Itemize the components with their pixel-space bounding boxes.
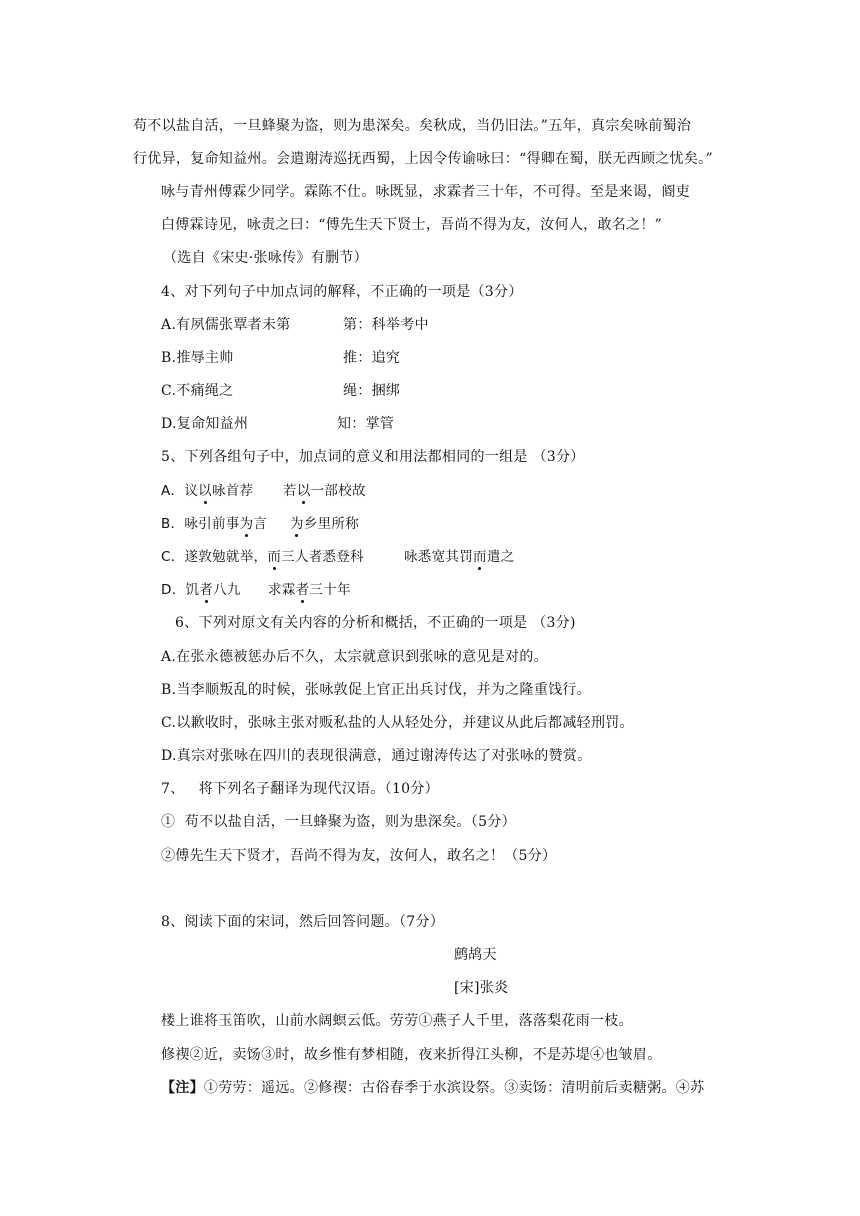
q4-option-c-gloss: 绳：捆绑: [343, 383, 401, 399]
q5-b-rest: 言: [253, 516, 268, 532]
poem-author: [宋]张炎: [454, 980, 509, 996]
poem-verse-1: 楼上谁将玉笛吹，山前水阔螟云低。劳劳①燕子人千里，落落梨花雨一枝。: [161, 1013, 633, 1029]
q5-c-second-rest: 遣之: [486, 549, 515, 565]
q5-d-second: [268, 581, 351, 599]
poem-notes-text: ①劳劳：遥远。②修禊：古俗春季于水滨设祭。③卖饧：清明前后卖糖粥。④苏: [203, 1080, 705, 1096]
q6-option-c: C.以歉收时，张咏主张对贩私盐的人从轻处分，并建议从此后都减轻刑罚。: [161, 715, 634, 731]
q4-option-d: [161, 415, 395, 433]
q5-b-dotted-word: 为: [239, 516, 254, 532]
q5-a-prefix: A．议: [161, 483, 199, 499]
q5-option-d: [161, 581, 351, 599]
passage-line-2: 行优异，复命知益州。会遣谢涛巡抚西蜀，上因令传谕咏曰：“得卿在蜀，朕无西顾之忧矣。”: [133, 151, 713, 167]
q4-option-c: [161, 382, 401, 400]
q4-option-a-label: A.有夙儒张覃者未第: [161, 317, 291, 333]
q6-option-a: A.在张永德被惩办后不久，太宗就意识到张咏的意见是对的。: [161, 649, 548, 665]
q4-option-c-label: C.不痛绳之: [161, 383, 234, 399]
q5-a-second-rest: 一部校故: [310, 483, 366, 499]
q5-option-b: [161, 515, 360, 533]
q5-a-second-dotted-word: 以: [296, 483, 311, 499]
q5-c-second-prefix: 咏悉宽其罚: [404, 549, 473, 565]
q5-b-second-rest: 乡里所称: [303, 516, 360, 532]
q5-d-second-prefix: 求霖: [268, 582, 296, 598]
q5-a-second-prefix: 若: [283, 483, 297, 499]
q6-option-d: D.真宗对张咏在四川的表现很满意，通过谢涛传达了对张咏的赞赏。: [161, 748, 592, 764]
q4-option-b-gloss: 推：追究: [343, 350, 401, 366]
q4-option-a-gloss: 第：科举考中: [343, 317, 429, 333]
poem-notes-label: 【注】: [161, 1080, 204, 1096]
q4-option-d-label: D.复命知益州: [161, 416, 249, 432]
q4-stem: 4、对下列句子中加点词的解释，不正确的一项是（3分）: [161, 284, 523, 300]
q6-stem: 6、下列对原文有关内容的分析和概括，不正确的一项是 （3分): [175, 615, 576, 631]
q4-option-b-label: B.推辱主帅: [161, 350, 234, 366]
q5-c-prefix: C．遂敦勉就举，: [161, 549, 268, 565]
q5-b-second: [290, 515, 359, 533]
q5-a-rest: 咏首荐: [211, 483, 254, 499]
poem-verse-2: 修禊②近，卖饧③时，故乡惟有梦相随，夜来折得江头柳，不是苏堤④也皱眉。: [161, 1047, 662, 1063]
q5-d-second-rest: 三十年: [309, 582, 351, 598]
q7-item-2: ②傅先生天下贤才，吾尚不得为友，汝何人，敢名之！（5分）: [161, 848, 557, 864]
q5-d-prefix: D．饥: [161, 582, 200, 598]
passage-line-4: 白傅霖诗见，咏责之曰：“傅先生天下贤士，吾尚不得为友，汝何人，敢名之！”: [161, 217, 663, 233]
q5-c-second-dotted-word: 而: [473, 549, 487, 565]
q5-option-a: [161, 482, 366, 500]
q4-option-b: [161, 349, 401, 367]
q5-stem: 5、下列各组句子中，加点词的意义和用法都相同的一组是 （3分）: [161, 449, 585, 465]
q5-b-second-dotted-word: 为: [290, 516, 304, 532]
q4-option-a: [161, 316, 429, 334]
q7-item-1: ① 苟不以盐自活，一旦蜂聚为盗，则为患深矣。（5分）: [161, 814, 516, 830]
q5-d-rest: 八九: [213, 582, 241, 598]
q4-option-d-gloss: 知：掌管: [337, 416, 395, 432]
q5-c-second: [404, 548, 514, 566]
q5-a-second: [283, 482, 366, 500]
q5-a-dotted-word: 以: [198, 483, 212, 499]
passage-line-3: 咏与青州傅霖少同学。霖陈不仕。咏既显，求霖者三十年，不可得。至是来谒，阍吏: [161, 184, 691, 200]
q5-c-rest: 三人者悉登科: [281, 549, 364, 565]
q5-option-c: [161, 548, 515, 566]
passage-source: （选自《宋史·张咏传》有删节）: [163, 250, 368, 266]
q5-d-dotted-word: 者: [199, 582, 214, 598]
q5-c-dotted-word: 而: [267, 549, 282, 565]
q5-d-second-dotted-word: 者: [295, 582, 310, 598]
q6-option-b: B.当李顺叛乱的时候，张咏敦促上官正出兵讨伐，并为之隆重饯行。: [161, 682, 592, 698]
q8-stem: 8、阅读下面的宋词，然后回答问题。（7分）: [161, 914, 445, 930]
poem-notes: [161, 1079, 704, 1097]
poem-title: 鹧鸪天: [454, 947, 497, 963]
q7-stem: 7、 将下列名子翻译为现代汉语。（10分）: [161, 781, 439, 797]
passage-line-1: 苟不以盐自活，一旦蜂聚为盗，则为患深矣。矣秋成，当仍旧法。”五年，真宗矣咏前蜀治: [133, 118, 692, 134]
q5-b-prefix: B．咏引前事: [161, 516, 240, 532]
